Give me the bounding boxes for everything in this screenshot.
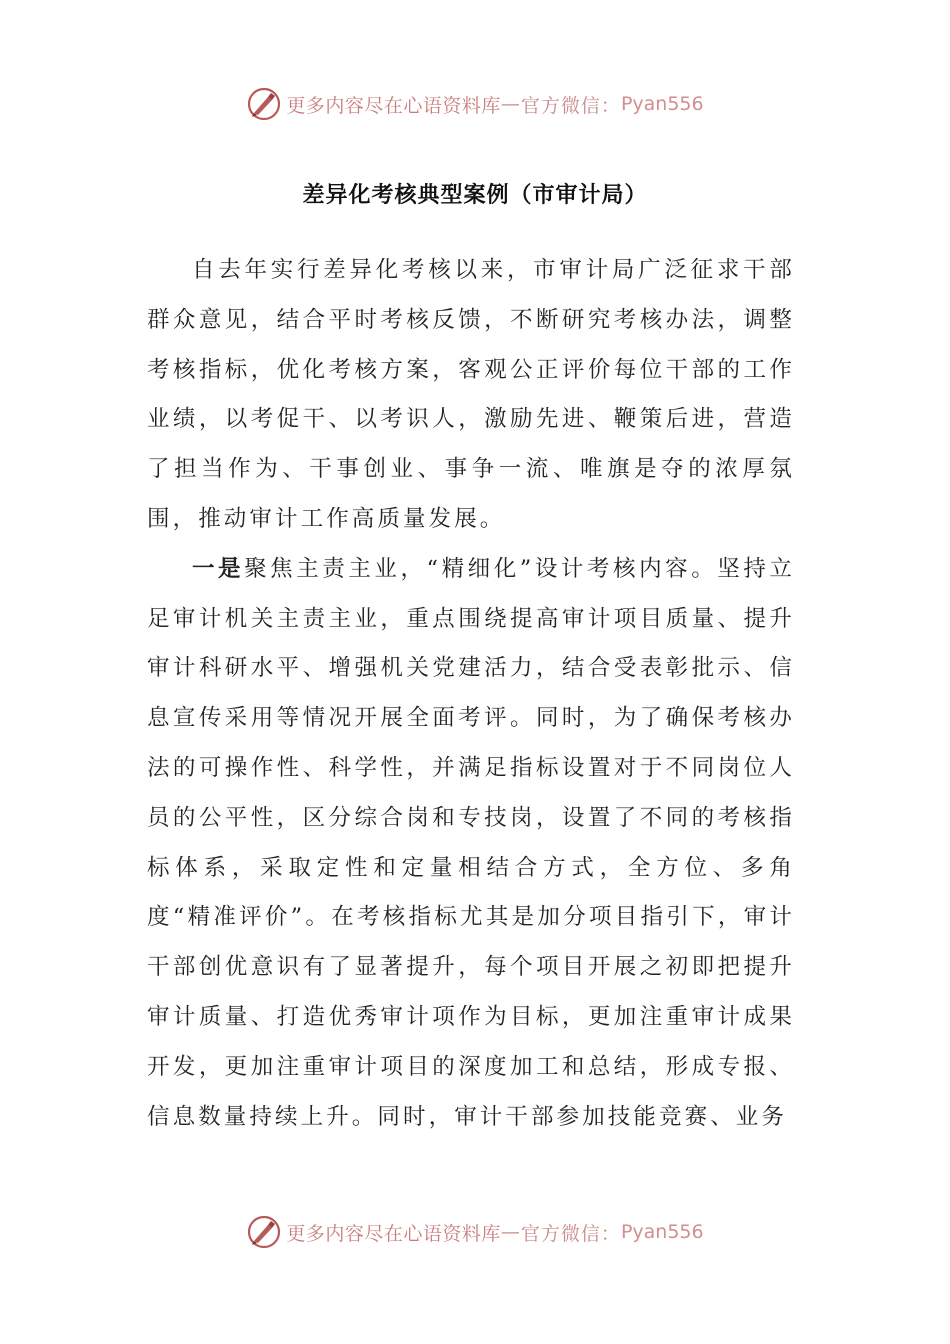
watermark-dash: — bbox=[500, 93, 521, 115]
watermark-dash: — bbox=[500, 1221, 521, 1243]
header-watermark bbox=[0, 82, 950, 126]
watermark-contact-label: 官方微信： bbox=[520, 1222, 621, 1245]
watermark-contact-id: Pyan556 bbox=[620, 1221, 704, 1243]
paragraph-lead: 一是 bbox=[192, 555, 245, 582]
watermark-brand: 更多内容尽在心语资料库 bbox=[286, 94, 501, 117]
footer-watermark bbox=[0, 1210, 950, 1254]
paragraph bbox=[147, 246, 795, 545]
paragraph-text: 自去年实行差异化考核以来，市审计局广泛征求干部群众意见，结合平时考核反馈，不断研究考核办法，调整考核指标，优化考核方案，客观公正评价每位干部的工作业绩，以考促干、以考识人，激励先进、鞭策后进，营造了担当作为、干事创业、事争一流、唯旗是夺的浓厚氛围，推动审计工作高质量发展。 bbox=[147, 257, 795, 532]
pen-logo-icon bbox=[246, 86, 282, 122]
watermark-contact-id: Pyan556 bbox=[620, 93, 704, 115]
watermark-brand: 更多内容尽在心语资料库 bbox=[286, 1222, 501, 1245]
pen-logo-icon bbox=[246, 1214, 282, 1250]
document-body bbox=[147, 246, 795, 1142]
watermark-contact-label: 官方微信： bbox=[520, 94, 621, 117]
paragraph bbox=[147, 545, 795, 1143]
document-title: 差异化考核典型案例（市审计局） bbox=[302, 183, 648, 208]
paragraph-text: 聚焦主责主业，“精细化”设计考核内容。坚持立足审计机关主责主业，重点围绕提高审计项目质量、提升审计科研水平、增强机关党建活力，结合受表彰批示、信息宣传采用等情况开展全面考评。同时，为了确保考核办法的可操作性、科学性，并满足指标设置对于不同岗位人员的公平性，区分综合岗和专技岗，设置了不同的考核指标体系，采取定性和定量相结合方式，全方位、多角度“精准评价”。在考核指标尤其是加分项目指引下，审计干部创优意识有了显著提升，每个项目开展之初即把提升审计质量、打造优秀审计项作为目标，更加注重审计成果开发，更加注重审计项目的深度加工和总结，形成专报、信息数量持续上升。同时，审计干部参加技能竞赛、业务 bbox=[147, 555, 795, 1130]
